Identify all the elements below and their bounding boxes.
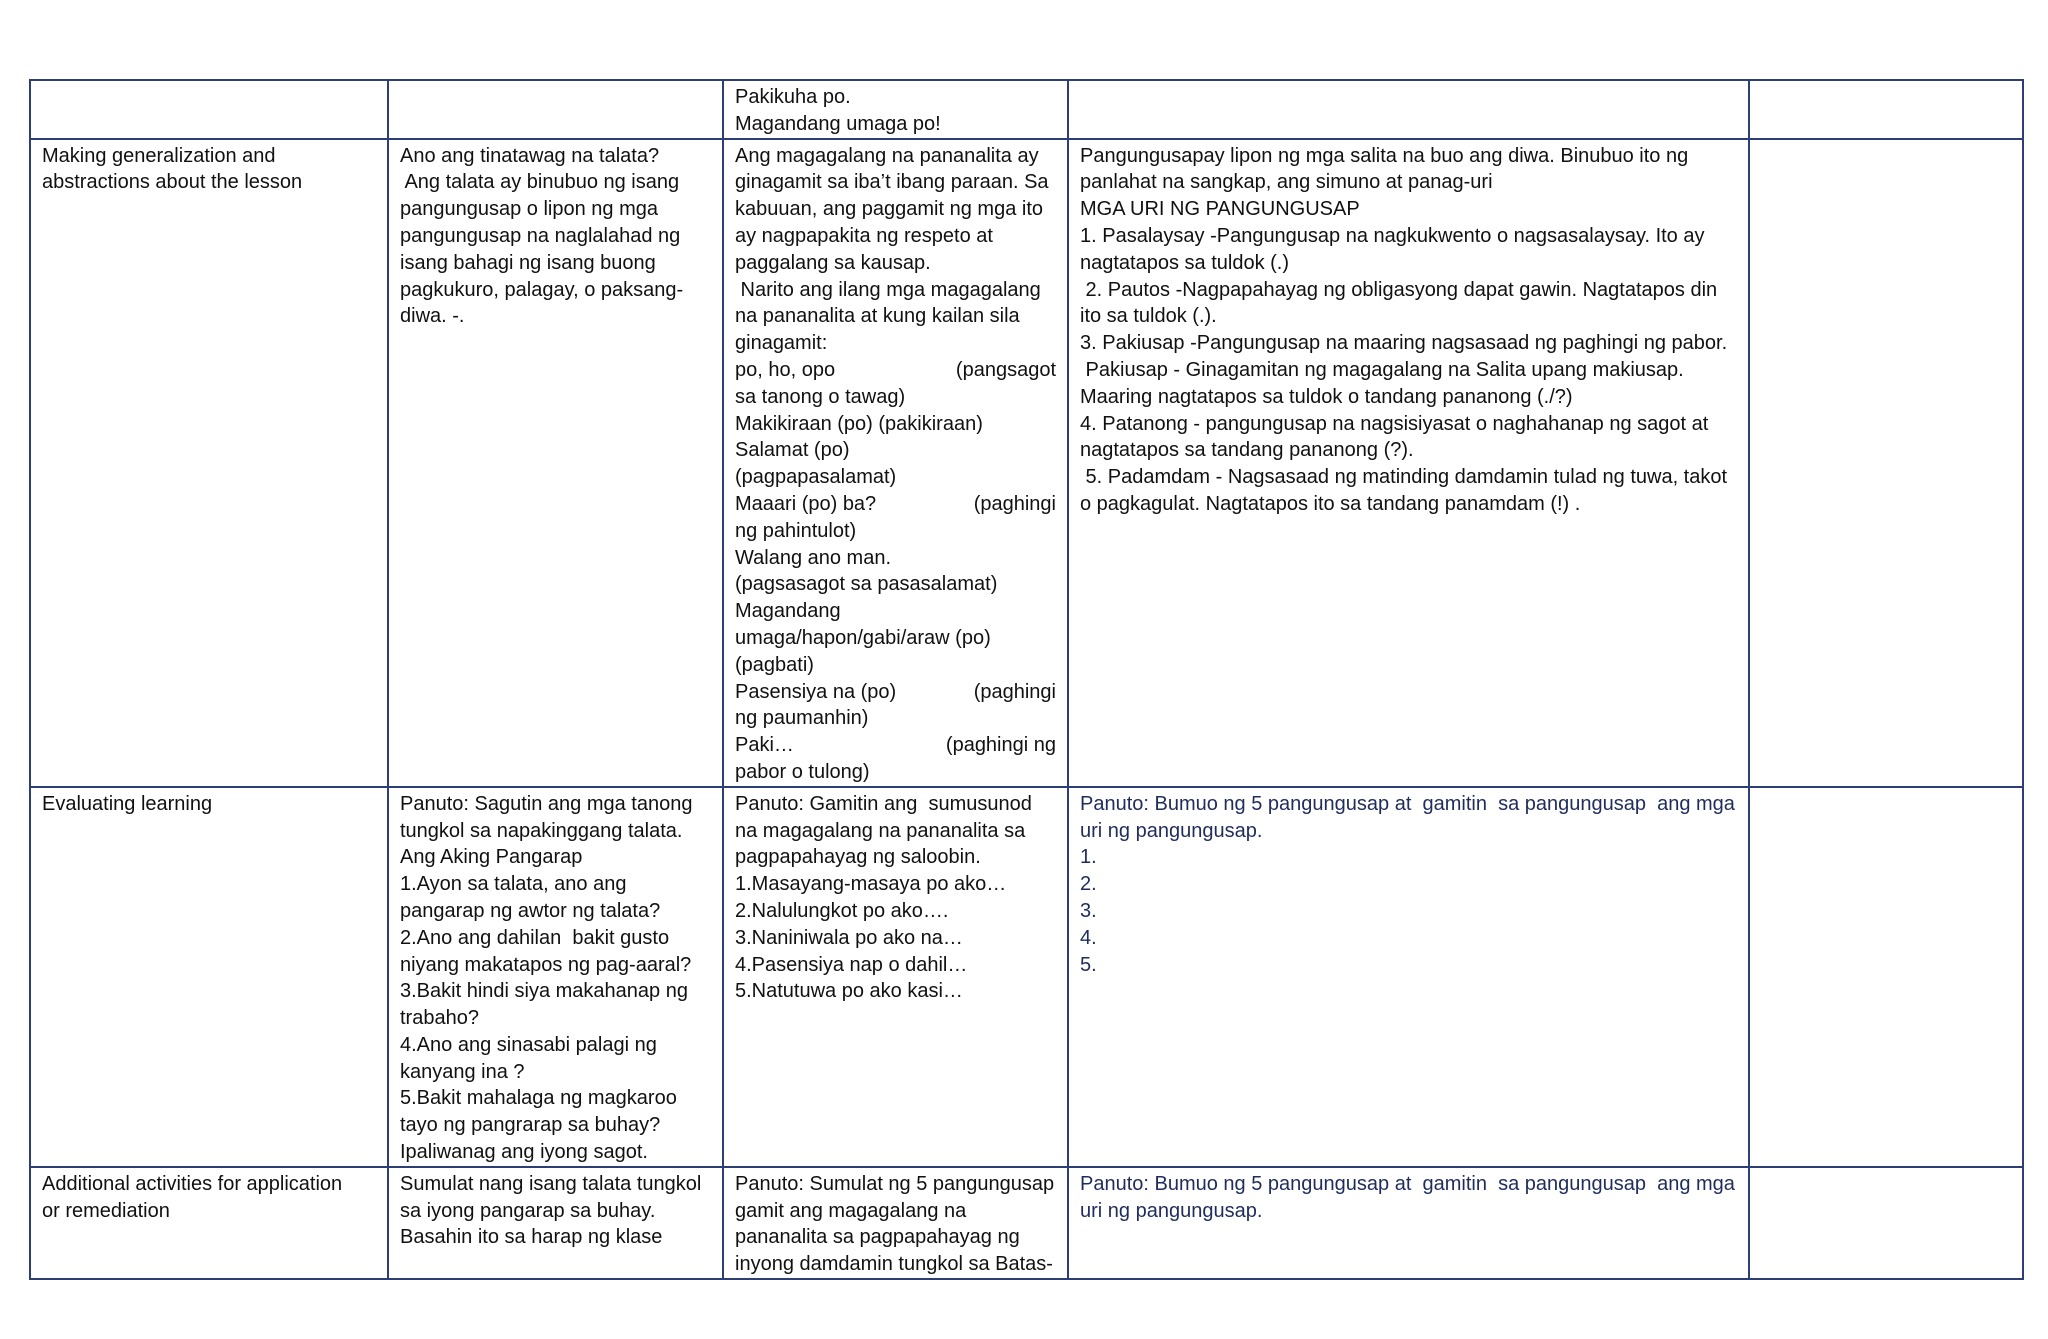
text-line: o pagkagulat. Nagtatapos ito sa tandang panamdam (!) . — [1080, 492, 1581, 515]
phrase-usage: (paghingi — [973, 680, 1056, 703]
text-line: niyang makatapos ng pag-aaral? — [400, 953, 692, 976]
col5-cell — [1749, 787, 2023, 1167]
text-line: Sumulat nang isang talata tungkol — [400, 1172, 702, 1195]
phrase: po, ho, opo — [735, 358, 836, 381]
col2-cell — [388, 787, 723, 1167]
text-line: 4. Patanong - pangungusap na nagsisiyasat o naghahanap ng sagot at — [1080, 412, 1709, 435]
text-line: uri ng pangungusap. — [1080, 819, 1263, 842]
col4-cell — [1068, 80, 1749, 139]
text-line: Pakikuha po. — [735, 86, 851, 108]
text-line: diwa. -. — [400, 305, 465, 328]
text-line: 4. — [1080, 926, 1097, 949]
col2-cell — [388, 139, 723, 787]
text-line: 1.Ayon sa talata, ano ang — [400, 873, 627, 896]
text-line: Ano ang tinatawag na talata? — [400, 144, 660, 167]
text-line: ito sa tuldok (.). — [1080, 305, 1217, 328]
table-row — [30, 1167, 2023, 1279]
text-line: pangarap ng awtor ng talata? — [400, 899, 661, 922]
text-line: Pangungusapay lipon ng mga salita na buo ang diwa. Binubuo ito ng — [1080, 144, 1689, 167]
text-line: Additional activities for application — [42, 1172, 343, 1195]
col3-cell — [723, 139, 1068, 787]
text-line: kanyang ina ? — [400, 1060, 525, 1083]
text-line: Panuto: Gamitin ang sumusunod — [735, 792, 1032, 815]
text-line: sa tanong o tawag) — [735, 385, 906, 408]
text-line: (pagpapasalamat) — [735, 466, 897, 489]
text-line: (pagsasagot sa pasasalamat) — [735, 573, 998, 596]
text-line: isang bahagi ng isang buong — [400, 251, 656, 274]
text-line: inyong damdamin tungkol sa Batas- — [735, 1253, 1053, 1276]
text-line: Panuto: Sumulat ng 5 pangungusap — [735, 1172, 1055, 1195]
text-line: Pakiusap - Ginagamitan ng magagalang na Salita upang makiusap. — [1080, 358, 1684, 381]
text-line: paggalang sa kausap. — [735, 251, 931, 274]
text-line: Makikiraan (po) (pakikiraan) — [735, 412, 983, 435]
text-line: Panuto: Bumuo ng 5 pangungusap at gamitin sa pangungusap ang mga — [1080, 792, 1735, 815]
text-line: Walang ano man. — [735, 546, 892, 569]
polite-phrase-line — [735, 491, 1056, 518]
table-row — [30, 139, 2023, 787]
text-line: ng pahintulot) — [735, 519, 857, 542]
text-line: Evaluating learning — [42, 792, 213, 815]
text-line: pananalita sa pagpapahayag ng — [735, 1226, 1020, 1249]
col4-cell — [1068, 1167, 1749, 1279]
phrase-usage: (pangsagot — [955, 358, 1056, 381]
text-line: 1. — [1080, 846, 1097, 869]
text-line: 5.Natutuwa po ako kasi… — [735, 980, 963, 1003]
activity-cell — [30, 787, 388, 1167]
text-line: 1.Masayang-masaya po ako… — [735, 873, 1007, 896]
text-line: na pananalita at kung kailan sila — [735, 305, 1020, 328]
text-line: 3. Pakiusap -Pangungusap na maaring nagsasaad ng paghingi ng pabor. — [1080, 332, 1728, 355]
text-line: 3.Bakit hindi siya makahanap ng — [400, 980, 688, 1003]
text-line: 5. Padamdam - Nagsasaad ng matinding damdamin tulad ng tuwa, takot — [1080, 466, 1728, 489]
col4-cell — [1068, 787, 1749, 1167]
text-line: nagtatapos sa tandang pananong (?). — [1080, 439, 1414, 462]
text-line: Narito ang ilang mga magagalang — [735, 278, 1041, 301]
text-line: tayo ng pangrarap sa buhay? — [400, 1114, 661, 1137]
phrase-usage: (paghingi — [973, 492, 1056, 515]
text-line: pagkukuro, palagay, o paksang- — [400, 278, 684, 301]
text-line: Ang talata ay binubuo ng isang — [400, 171, 680, 194]
text-line: Making generalization and — [42, 144, 276, 167]
text-line: Ang Aking Pangarap — [400, 846, 583, 869]
activity-cell — [30, 139, 388, 787]
text-line: gamit ang magagalang na — [735, 1199, 967, 1222]
text-line: nagtatapos sa tuldok (.) — [1080, 251, 1290, 274]
text-line: pabor o tulong) — [735, 760, 870, 783]
col5-cell — [1749, 1167, 2023, 1279]
text-line: 3. — [1080, 899, 1097, 922]
text-line: ginagamit sa iba’t ibang paraan. Sa — [735, 171, 1049, 194]
text-line: pagpapahayag ng saloobin. — [735, 846, 981, 869]
text-line: ay nagpapakita ng respeto at — [735, 224, 993, 247]
text-line: ng paumanhin) — [735, 707, 869, 730]
text-line: MGA URI NG PANGUNGUSAP — [1080, 198, 1360, 221]
lesson-plan-table — [29, 79, 2024, 1280]
table-row — [30, 787, 2023, 1167]
text-line: pangungusap o lipon ng mga — [400, 198, 658, 221]
text-line: Panuto: Sagutin ang mga tanong — [400, 792, 693, 815]
text-line: na magagalang na pananalita sa — [735, 819, 1026, 842]
text-line: Panuto: Bumuo ng 5 pangungusap at gamitin sa pangungusap ang mga — [1080, 1172, 1735, 1195]
text-line: pangungusap na naglalahad ng — [400, 224, 681, 247]
text-line: Basahin ito sa harap ng klase — [400, 1226, 663, 1249]
text-line: abstractions about the lesson — [42, 171, 303, 194]
text-line: 5. — [1080, 953, 1097, 976]
polite-phrase-line — [735, 357, 1056, 384]
text-line: trabaho? — [400, 1007, 479, 1030]
text-line: Maaring nagtatapos sa tuldok o tandang pananong (./?) — [1080, 385, 1573, 408]
text-line: tungkol sa napakinggang talata. — [400, 819, 683, 842]
col3-cell — [723, 80, 1068, 139]
text-line: 2.Ano ang dahilan bakit gusto — [400, 926, 670, 949]
activity-cell — [30, 80, 388, 139]
phrase-usage: (paghingi ng — [945, 734, 1056, 757]
text-line: 4.Pasensiya nap o dahil… — [735, 953, 968, 976]
polite-phrase-line — [735, 679, 1056, 706]
col3-cell — [723, 787, 1068, 1167]
col3-cell — [723, 1167, 1068, 1279]
text-line: 2.Nalulungkot po ako…. — [735, 899, 949, 922]
text-line: panlahat na sangkap, ang simuno at panag-uri — [1080, 171, 1493, 194]
text-line: Salamat (po) — [735, 439, 850, 462]
text-line: sa iyong pangarap sa buhay. — [400, 1199, 656, 1222]
text-line: 2. Pautos -Nagpapahayag ng obligasyong dapat gawin. Nagtatapos din — [1080, 278, 1718, 301]
text-line: umaga/hapon/gabi/araw (po) — [735, 626, 991, 649]
col5-cell — [1749, 80, 2023, 139]
text-line: 5.Bakit mahalaga ng magkaroo — [400, 1087, 677, 1110]
text-line: or remediation — [42, 1199, 170, 1222]
text-line: kabuuan, ang paggamit ng mga ito — [735, 198, 1043, 221]
col2-cell — [388, 1167, 723, 1279]
col5-cell — [1749, 139, 2023, 787]
text-line: uri ng pangungusap. — [1080, 1199, 1263, 1222]
text-line: Ang magagalang na pananalita ay — [735, 144, 1039, 167]
text-line: ginagamit: — [735, 332, 828, 355]
text-line: Magandang umaga po! — [735, 112, 941, 135]
table-row — [30, 80, 2023, 139]
text-line: 2. — [1080, 873, 1097, 896]
col2-cell — [388, 80, 723, 139]
phrase: Maaari (po) ba? — [735, 492, 877, 515]
text-line: 4.Ano ang sinasabi palagi ng — [400, 1033, 657, 1056]
text-line: 1. Pasalaysay -Pangungusap na nagkukwento o nagsasalaysay. Ito ay — [1080, 224, 1705, 247]
phrase: Pasensiya na (po) — [735, 680, 897, 703]
text-line: (pagbati) — [735, 653, 814, 676]
text-line: 3.Naniniwala po ako na… — [735, 926, 963, 949]
polite-phrase-line — [735, 732, 1056, 759]
text-line: Magandang — [735, 600, 841, 623]
activity-cell — [30, 1167, 388, 1279]
col4-cell — [1068, 139, 1749, 787]
phrase: Paki… — [735, 734, 794, 757]
text-line: Ipaliwanag ang iyong sagot. — [400, 1141, 648, 1164]
